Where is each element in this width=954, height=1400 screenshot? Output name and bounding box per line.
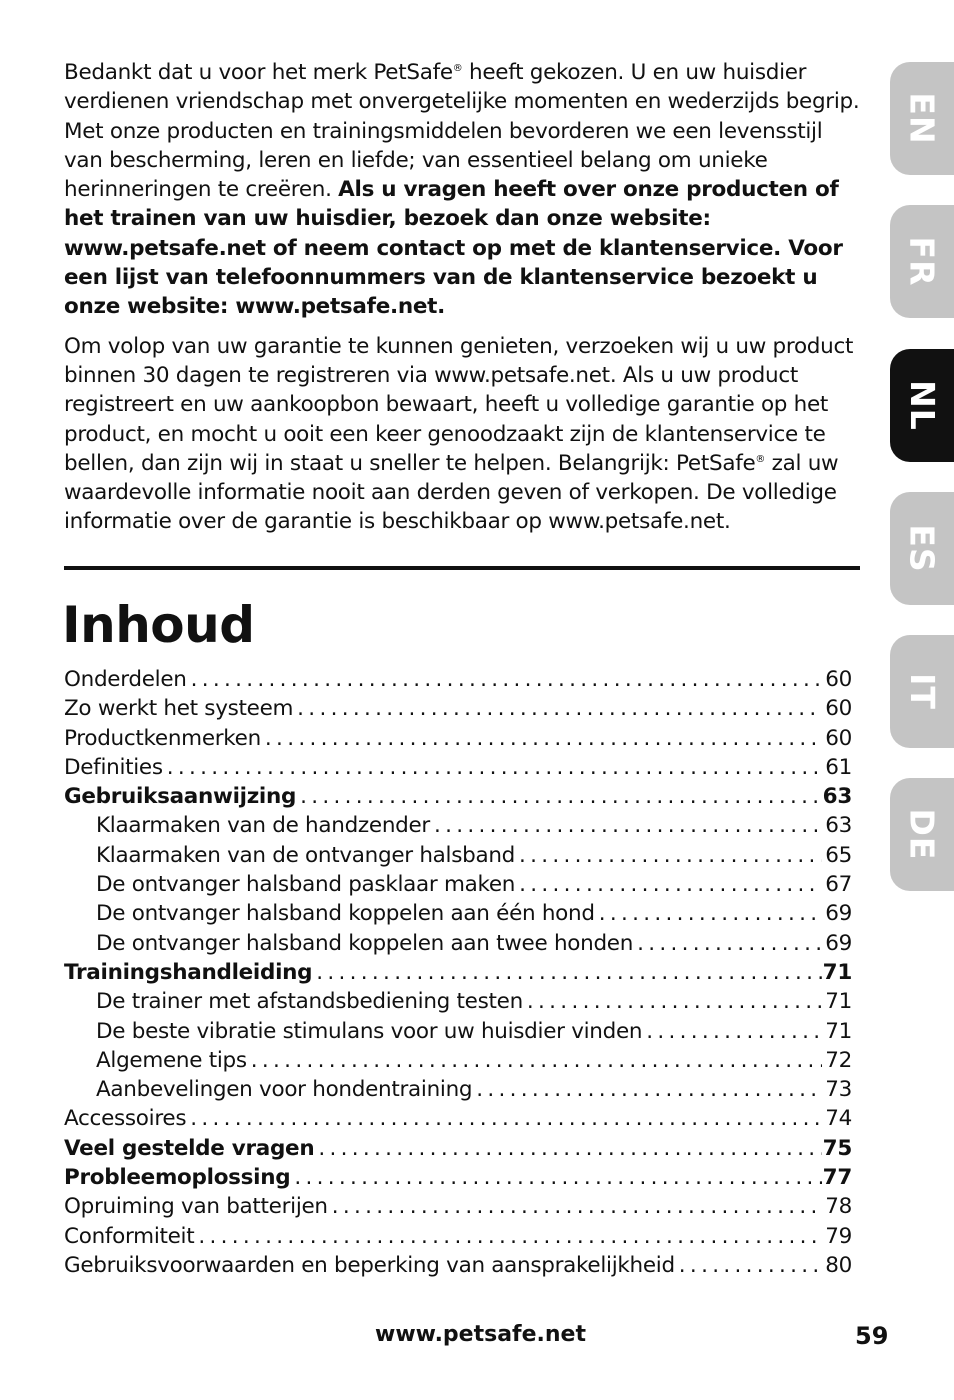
toc-leader-dots xyxy=(675,1251,822,1280)
toc-entry-title: Definities xyxy=(64,754,163,780)
toc-leader-dots xyxy=(187,665,822,694)
toc-entry[interactable] xyxy=(64,1251,852,1280)
toc-entry-page: 71 xyxy=(825,1018,852,1044)
toc-entry[interactable] xyxy=(64,841,852,870)
toc-entry-page: 63 xyxy=(822,784,852,810)
toc-entry-page: 63 xyxy=(825,813,852,839)
intro-p2-text: Om volop van uw garantie te kunnen genieten, verzoeken wij u uw product binnen 30 dagen te registreren via www.petsafe.net. Als u uw product registreert en uw aankoopbon bewaart, heeft u volledige garantie op het product, en mocht u ooit een keer genoodzaakt zijn de klantenservice te bellen, dan zijn wij in staat u sneller te helpen. Belangrijk: PetSafe xyxy=(64,333,854,476)
toc-entry-page: 80 xyxy=(825,1252,852,1278)
toc-entry-page: 79 xyxy=(825,1223,852,1249)
intro-p2-text-cont: zal uw waardevolle informatie nooit aan derden geven of verkopen. De volledige informatie over de garantie is beschikbaar op www.petsafe.net. xyxy=(64,450,839,535)
toc-entry-page: 75 xyxy=(822,1135,852,1161)
toc-leader-dots xyxy=(328,1192,822,1221)
toc-entry-page: 71 xyxy=(825,989,852,1015)
toc-entry[interactable] xyxy=(64,782,852,811)
language-tab-label: FR xyxy=(902,236,942,287)
intro-paragraph-2 xyxy=(64,332,860,537)
toc-leader-dots xyxy=(261,724,822,753)
toc-leader-dots xyxy=(247,1046,822,1075)
footer-url[interactable]: www.petsafe.net xyxy=(375,1322,586,1347)
toc-entry[interactable] xyxy=(64,987,852,1016)
toc-entry-page: 65 xyxy=(825,842,852,868)
language-tab-de[interactable] xyxy=(890,778,954,891)
toc-entry[interactable] xyxy=(64,899,852,928)
toc-entry-page: 71 xyxy=(822,959,852,985)
toc-entry[interactable] xyxy=(64,665,852,694)
intro-paragraph-1 xyxy=(64,58,860,322)
toc-entry-title: Trainingshandleiding xyxy=(64,959,313,985)
toc-entry[interactable] xyxy=(64,1075,852,1104)
registered-mark: ® xyxy=(755,453,766,465)
table-of-contents xyxy=(64,665,852,1280)
toc-entry-page: 61 xyxy=(825,754,852,780)
toc-entry-title: Conformiteit xyxy=(64,1223,195,1249)
toc-entry[interactable] xyxy=(64,929,852,958)
toc-leader-dots xyxy=(430,811,822,840)
toc-entry-title: De trainer met afstandsbediening testen xyxy=(96,989,523,1015)
toc-leader-dots xyxy=(194,1222,822,1251)
toc-entry-page: 73 xyxy=(825,1077,852,1103)
toc-leader-dots xyxy=(293,694,822,723)
toc-entry[interactable] xyxy=(64,870,852,899)
toc-entry-page: 69 xyxy=(825,901,852,927)
toc-entry-title: De ontvanger halsband koppelen aan één hond xyxy=(96,901,595,927)
toc-entry[interactable] xyxy=(64,1163,852,1192)
intro-p1-bold-contact: Als u vragen heeft over onze producten of het trainen van uw huisdier, bezoek dan onze website: www.petsafe.net of neem contact op met de klantenservice. Voor een lijst van telefoonnummers van de klantenservice bezoekt u onze website: www.petsafe.net. xyxy=(64,177,843,320)
toc-leader-dots xyxy=(523,987,822,1016)
toc-entry-title: De ontvanger halsband pasklaar maken xyxy=(96,872,516,898)
language-tab-label: EN xyxy=(902,92,942,145)
intro-p1-text-cont: heeft gekozen. U en uw huisdier verdienen vriendschap met onvergetelijke momenten en wederzijds begrip. Met onze producten en trainingsmiddelen bevorderen we een levensstijl van bescherming, leren en liefde; van essentieel belang om unieke herinneringen te creëren. xyxy=(64,60,860,203)
toc-entry[interactable] xyxy=(64,1134,852,1163)
toc-entry[interactable] xyxy=(64,753,852,782)
toc-entry-title: Veel gestelde vragen xyxy=(64,1135,315,1161)
toc-entry-title: Algemene tips xyxy=(96,1047,247,1073)
intro-text xyxy=(64,58,860,537)
toc-entry-title: De beste vibratie stimulans voor uw huisdier vinden xyxy=(96,1018,643,1044)
toc-leader-dots xyxy=(296,782,822,811)
toc-leader-dots xyxy=(314,1134,822,1163)
toc-leader-dots xyxy=(290,1163,822,1192)
toc-leader-dots xyxy=(515,841,822,870)
section-divider xyxy=(64,566,860,570)
toc-entry-title: Probleemoplossing xyxy=(64,1165,291,1191)
toc-entry-page: 60 xyxy=(825,667,852,692)
language-tab-es[interactable] xyxy=(890,492,954,605)
toc-leader-dots xyxy=(642,1017,822,1046)
toc-entry-page: 60 xyxy=(825,696,852,722)
language-tab-label: DE xyxy=(902,808,942,861)
toc-entry-title: Zo werkt het systeem xyxy=(64,696,294,722)
toc-leader-dots xyxy=(186,1104,822,1133)
toc-leader-dots xyxy=(163,753,822,782)
toc-entry[interactable] xyxy=(64,694,852,723)
toc-leader-dots xyxy=(595,899,822,928)
toc-entry-page: 77 xyxy=(822,1165,852,1191)
toc-entry-page: 78 xyxy=(825,1194,852,1220)
intro-p1-text: Bedankt dat u voor het merk PetSafe xyxy=(64,60,453,85)
toc-entry[interactable] xyxy=(64,1222,852,1251)
toc-entry-page: 67 xyxy=(825,872,852,898)
toc-entry[interactable] xyxy=(64,724,852,753)
toc-leader-dots xyxy=(472,1075,822,1104)
page-number: 59 xyxy=(855,1322,889,1350)
language-tab-label: ES xyxy=(902,524,942,573)
toc-entry-title: Productkenmerken xyxy=(64,725,261,751)
toc-entry[interactable] xyxy=(64,1017,852,1046)
toc-entry[interactable] xyxy=(64,1046,852,1075)
toc-entry[interactable] xyxy=(64,958,852,987)
toc-entry[interactable] xyxy=(64,811,852,840)
language-tab-nl[interactable] xyxy=(890,349,954,462)
toc-entry-title: Accessoires xyxy=(64,1106,187,1132)
toc-entry-page: 60 xyxy=(825,725,852,751)
toc-entry-title: Klaarmaken van de ontvanger halsband xyxy=(96,842,516,868)
toc-entry-title: Klaarmaken van de handzender xyxy=(96,813,430,839)
language-tab-it[interactable] xyxy=(890,635,954,748)
toc-entry-title: Gebruiksaanwijzing xyxy=(64,784,297,810)
toc-leader-dots xyxy=(515,870,822,899)
registered-mark: ® xyxy=(452,63,463,74)
toc-entry[interactable] xyxy=(64,1192,852,1221)
language-tab-label: NL xyxy=(902,380,942,431)
language-tab-label: IT xyxy=(902,673,942,710)
toc-entry-title: Aanbevelingen voor hondentraining xyxy=(96,1077,473,1103)
language-tab-fr[interactable] xyxy=(890,205,954,318)
toc-entry-title: Gebruiksvoorwaarden en beperking van aansprakelijkheid xyxy=(64,1252,675,1278)
toc-leader-dots xyxy=(312,958,822,987)
toc-leader-dots xyxy=(633,929,822,958)
toc-entry-page: 72 xyxy=(825,1047,852,1073)
toc-entry-title: Onderdelen xyxy=(64,667,187,692)
toc-entry-page: 74 xyxy=(825,1106,852,1132)
language-tab-en[interactable] xyxy=(890,62,954,175)
toc-entry-title: Opruiming van batterijen xyxy=(64,1194,328,1220)
toc-title: Inhoud xyxy=(62,596,255,654)
toc-entry-page: 69 xyxy=(825,930,852,956)
toc-entry-title: De ontvanger halsband koppelen aan twee honden xyxy=(96,930,634,956)
toc-entry[interactable] xyxy=(64,1104,852,1133)
